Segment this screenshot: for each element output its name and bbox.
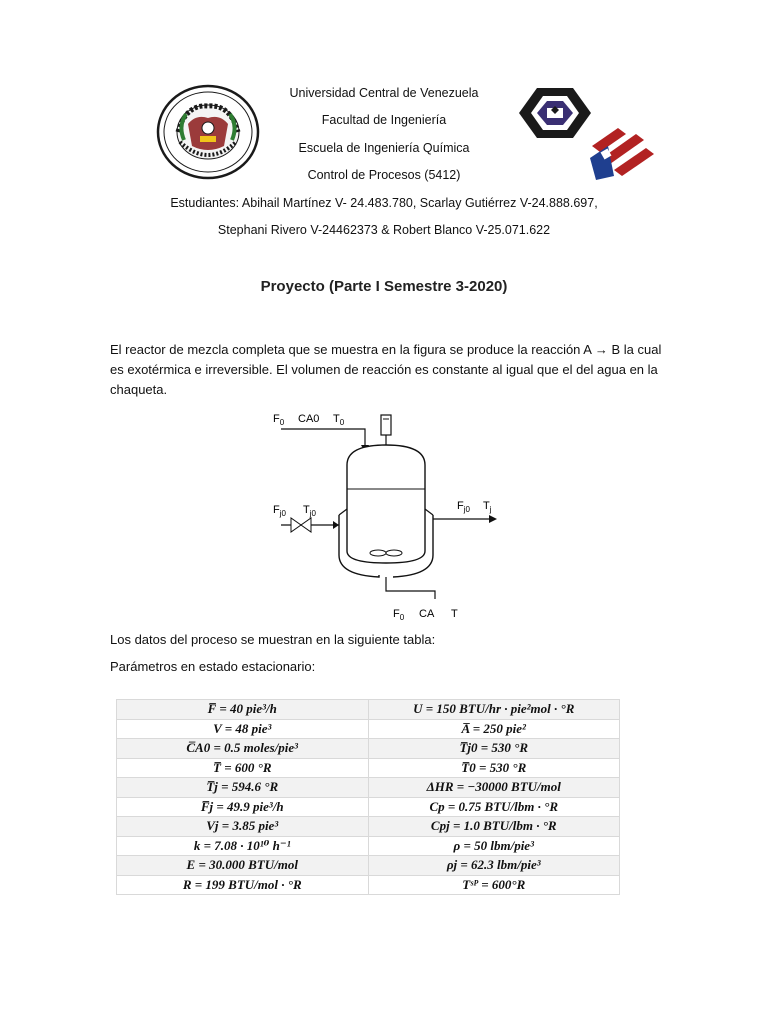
- department-logo-icon: [588, 124, 656, 182]
- table-cell: U = 150 BTU/hr · pie²mol · °R: [368, 700, 620, 720]
- school-emblem-icon: [517, 84, 593, 142]
- table-row: [117, 836, 620, 856]
- table-row: [117, 758, 620, 778]
- table-cell: T̅ = 600 °R: [117, 758, 369, 778]
- jacket-inlet-flow-label: $F_{j0}$: [273, 504, 286, 518]
- intro-paragraph: El reactor de mezcla completa que se muestra en la figura se produce la reacción A → B la cual es exotérmica e irreversible. El volumen de reacción es constante al igual que el del agua en la chaqueta.: [110, 342, 662, 397]
- table-cell: ρj = 62.3 lbm/pie³: [368, 856, 620, 876]
- table-cell: ΔHR = −30000 BTU/mol: [368, 778, 620, 798]
- table-cell: Cp = 0.75 BTU/lbm · °R: [368, 797, 620, 817]
- jacket-outlet-flow-label: $F_{j0}$: [457, 500, 470, 514]
- table-cell: E = 30.000 BTU/mol: [117, 856, 369, 876]
- table-cell: Vj = 3.85 pie³: [117, 817, 369, 837]
- students-line-2: Stephani Rivero V-24462373 & Robert Blanco V-25.071.622: [217, 223, 551, 237]
- table-cell: A̅ = 250 pie²: [368, 719, 620, 739]
- table-cell: Cpj = 1.0 BTU/lbm · °R: [368, 817, 620, 837]
- data-intro-text: Los datos del proceso se muestran en la siguiente tabla:: [110, 632, 436, 647]
- table-cell: F̅ = 40 pie³/h: [117, 700, 369, 720]
- params-heading: Parámetros en estado estacionario:: [110, 659, 316, 674]
- students-line-1: Estudiantes: Abihail Martínez V- 24.483.780, Scarlay Gutiérrez V-24.888.697,: [170, 196, 598, 210]
- table-cell: Tˢᴾ = 600°R: [368, 875, 620, 895]
- table-row: [117, 797, 620, 817]
- outlet-temperature-label: T: [451, 608, 458, 620]
- table-row: [117, 700, 620, 720]
- table-cell: T̅0 = 530 °R: [368, 758, 620, 778]
- faculty-name: Facultad de Ingeniería: [321, 113, 447, 127]
- table-row: [117, 778, 620, 798]
- table-cell: V = 48 pie³: [117, 719, 369, 739]
- table-row: [117, 875, 620, 895]
- table-row: [117, 856, 620, 876]
- table-cell: R = 199 BTU/mol · °R: [117, 875, 369, 895]
- table-row: [117, 817, 620, 837]
- table-cell: k = 7.08 · 10¹⁰ h⁻¹: [117, 836, 369, 856]
- outlet-flow-label: $F_0$: [393, 608, 405, 622]
- school-name: Escuela de Ingeniería Química: [298, 141, 470, 155]
- table-cell: C̅A0 = 0.5 moles/pie³: [117, 739, 369, 759]
- table-cell: T̅j = 594.6 °R: [117, 778, 369, 798]
- page-title: Proyecto (Parte I Semestre 3-2020): [260, 278, 508, 295]
- table-cell: ρ = 50 lbm/pie³: [368, 836, 620, 856]
- parameters-table: [116, 699, 620, 895]
- jacket-outlet-temperature-label: $T_j$: [483, 500, 492, 514]
- outlet-concentration-label: CA: [419, 608, 435, 620]
- table-row: [117, 719, 620, 739]
- inlet-temperature-label: $T_0$: [333, 413, 345, 427]
- inlet-concentration-label: CA0: [298, 413, 320, 425]
- course-name: Control de Procesos (5412): [307, 168, 461, 182]
- university-name: Universidad Central de Venezuela: [289, 86, 479, 100]
- inlet-flow-label: $F_0$: [273, 413, 285, 427]
- table-row: [117, 739, 620, 759]
- reactor-diagram: [255, 405, 520, 625]
- table-cell: F̅j = 49.9 pie³/h: [117, 797, 369, 817]
- table-cell: T̅j0 = 530 °R: [368, 739, 620, 759]
- jacket-inlet-temperature-label: $T_{j0}$: [303, 504, 316, 518]
